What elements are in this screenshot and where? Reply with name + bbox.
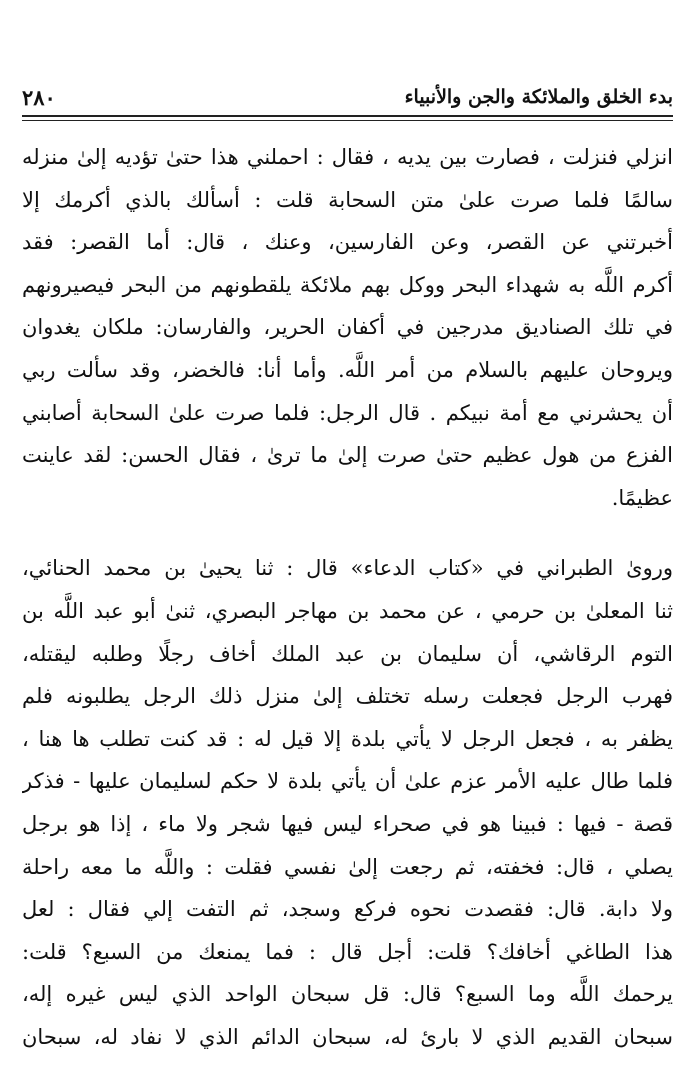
text-line: فلما طال عليه الأمر عزم علىٰ أن يأتي بلدة لا حكم لسليمان عليها - فذكر [22, 769, 673, 794]
text-line: ثنا المعلىٰ بن حرمي ، عن محمد بن مهاجر البصري، ثنىٰ أبو عبد اللَّه بن [22, 598, 673, 623]
running-header [22, 82, 673, 112]
text-line: التوم الرقاشي، أن سليمان بن عبد الملك أخاف رجلًا وطلبه ليقتله، [22, 641, 673, 666]
text-line: ويروحان عليهم بالسلام من أمر اللَّه. وأما أنا: فالخضر، وقد سألت ربي [22, 357, 673, 382]
paragraph-2 [22, 547, 673, 1058]
text-line: هذا الطاغي أخافك؟ قلت: أجل قال : فما يمنعك من السبع؟ قلت: [22, 939, 673, 964]
page-number: ٢٨٠ [22, 84, 56, 110]
header-title: بدء الخلق والملائكة والجن والأنبياء [404, 86, 673, 108]
paragraph-1 [22, 136, 673, 519]
text-line: ولا دابة. قال: فقصدت نحوه فركع وسجد، ثم التفت إلي فقال : لعل [22, 897, 673, 922]
text-line: فهرب الرجل فجعلت رسله تختلف إلىٰ منزل ذلك الرجل يطلبونه فلم [22, 684, 673, 709]
paragraph-gap [22, 519, 673, 547]
text-line: أكرم اللَّه به شهداء البحر ووكل بهم ملائكة يلقطونهم من البحر فيصيرونهم [22, 272, 673, 297]
text-line: في تلك الصناديق مدرجين في أكفان الحرير، والفارسان: ملكان يغدوان [22, 315, 673, 340]
text-line: أن يحشرني مع أمة نبيكم . قال الرجل: فلما صرت علىٰ السحابة أصابني [22, 400, 673, 425]
text-line: سبحان القديم الذي لا بارئ له، سبحان الدائم الذي لا نفاد له، سبحان [22, 1024, 673, 1049]
text-line: يظفر به ، فجعل الرجل لا يأتي بلدة إلا قيل له : قد كنت تطلب ها هنا ، [22, 726, 673, 751]
text-line: أخبرتني عن القصر، وعن الفارسين، وعنك ، قال: أما القصر: فقد [22, 230, 673, 255]
header-rule-thick [22, 115, 673, 117]
body-text [22, 136, 673, 1058]
text-line: الفزع من هول عظيم حتىٰ صرت إلىٰ ما ترىٰ ، فقال الحسن: لقد عاينت [22, 443, 673, 468]
text-line: سالمًا فلما صرت علىٰ متن السحابة قلت : أسألك بالذي أكرمك إلا [22, 187, 673, 212]
text-line: انزلي فنزلت ، فصارت بين يديه ، فقال : احملني هذا حتىٰ تؤديه إلىٰ منزله [22, 145, 673, 169]
text-line: عظيمًا. [611, 485, 673, 510]
text-line: يرحمك اللَّه وما السبع؟ قال: قل سبحان الواحد الذي ليس غيره إله، [22, 982, 673, 1007]
text-line: وروىٰ الطبراني في «كتاب الدعاء» قال : ثنا يحيىٰ بن محمد الحنائي، [22, 556, 673, 581]
header-rule-thin [22, 120, 673, 121]
text-line: يصلي ، قال: فخفته، ثم رجعت إلىٰ نفسي فقلت : واللَّه ما معه راحلة [22, 854, 673, 879]
text-line: قصة - فيها : فبينا هو في صحراء ليس فيها شجر ولا ماء ، إذا هو برجل [22, 811, 673, 836]
